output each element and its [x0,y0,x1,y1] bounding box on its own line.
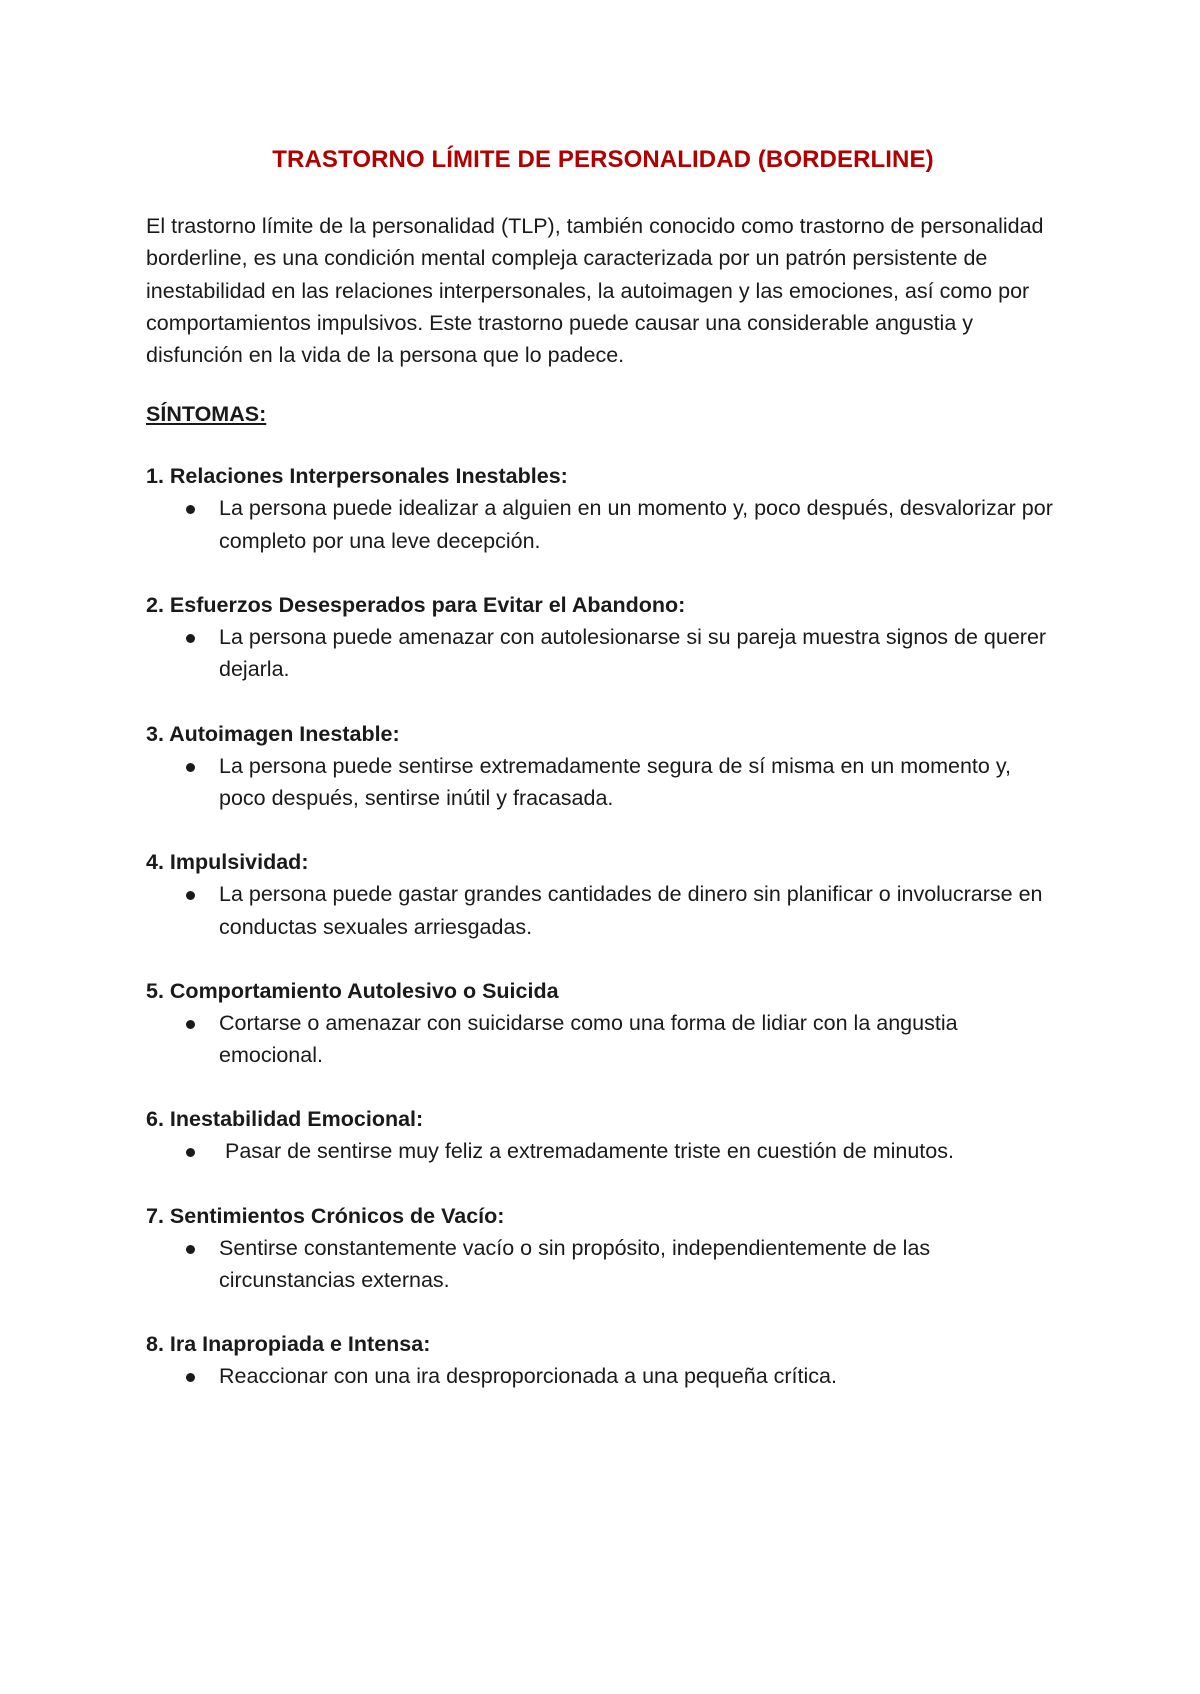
symptom-title: 2. Esfuerzos Desesperados para Evitar el Abandono: [146,593,686,618]
bullet-item [146,750,1060,815]
bullet-list [146,1360,1060,1392]
bullet-item [146,1135,1060,1167]
symptom-item [146,460,1060,557]
bullet-item [146,878,1060,943]
bullet-item [146,1360,1060,1392]
bullet-list [146,492,1060,557]
bullet-list [146,1232,1060,1297]
symptom-title: 6. Inestabilidad Emocional: [146,1107,424,1132]
bullet-icon [186,1020,195,1029]
bullet-text: Cortarse o amenazar con suicidarse como una forma de lidiar con la angustia emocional. [219,1010,958,1068]
symptom-item [146,718,1060,815]
bullet-list [146,1135,1060,1167]
bullet-text: La persona puede sentirse extremadamente segura de sí misma en un momento y, poco después, sentirse inútil y fracasada. [219,753,1011,810]
bullet-icon [186,634,195,643]
bullet-item [146,492,1060,557]
bullet-list [146,621,1060,686]
bullet-text: Pasar de sentirse muy feliz a extremadamente triste en cuestión de minutos. [219,1139,954,1164]
bullet-icon [186,1373,195,1382]
bullet-item [146,621,1060,686]
bullet-list [146,750,1060,815]
bullet-text: Reaccionar con una ira desproporcionada a una pequeña crítica. [219,1364,837,1389]
symptom-title: 3. Autoimagen Inestable: [146,721,400,746]
symptom-item [146,846,1060,943]
symptom-title: 5. Comportamiento Autolesivo o Suicida [146,978,559,1003]
bullet-text: La persona puede idealizar a alguien en un momento y, poco después, desvalorizar por completo por una leve decepción. [219,496,1053,553]
bullet-icon [186,1245,195,1254]
symptom-title: 8. Ira Inapropiada e Intensa: [146,1332,431,1357]
document-title: TRASTORNO LÍMITE DE PERSONALIDAD (BORDERLINE) [272,146,934,173]
bullet-text: La persona puede gastar grandes cantidades de dinero sin planificar o involucrarse en conductas sexuales arriesgadas. [219,882,1043,939]
symptom-title: 1. Relaciones Interpersonales Inestables: [146,464,568,489]
bullet-item [146,1007,1060,1072]
symptom-title: 4. Impulsividad: [146,850,309,875]
bullet-list [146,1007,1060,1072]
symptom-title: 7. Sentimientos Crónicos de Vacío: [146,1203,505,1228]
symptom-item [146,589,1060,686]
bullet-icon [186,505,195,514]
bullet-text: Sentirse constantemente vacío o sin propósito, independientemente de las circunstancias externas. [219,1235,931,1293]
bullet-list [146,878,1060,943]
section-heading-symptoms: SÍNTOMAS: [146,402,267,427]
bullet-icon [186,763,195,772]
bullet-icon [186,891,195,900]
symptom-item [146,1103,1060,1167]
symptom-item [146,1200,1060,1297]
bullet-icon [186,1148,195,1157]
symptom-item [146,1328,1060,1392]
bullet-text: La persona puede amenazar con autolesionarse si su pareja muestra signos de querer dejarla. [219,625,1047,682]
intro-paragraph: El trastorno límite de la personalidad (TLP), también conocido como trastorno de personalidad borderline, es una condición mental compleja caracterizada por un patrón persistente de inestabilidad en las relaciones interpersonales, la autoimagen y las emociones, así como por comportamientos impulsivos. Este trastorno puede causar una considerable angustia y disfunción en la vida de la persona que lo padece. [146,214,1044,368]
bullet-item [146,1232,1060,1297]
symptom-item [146,975,1060,1072]
